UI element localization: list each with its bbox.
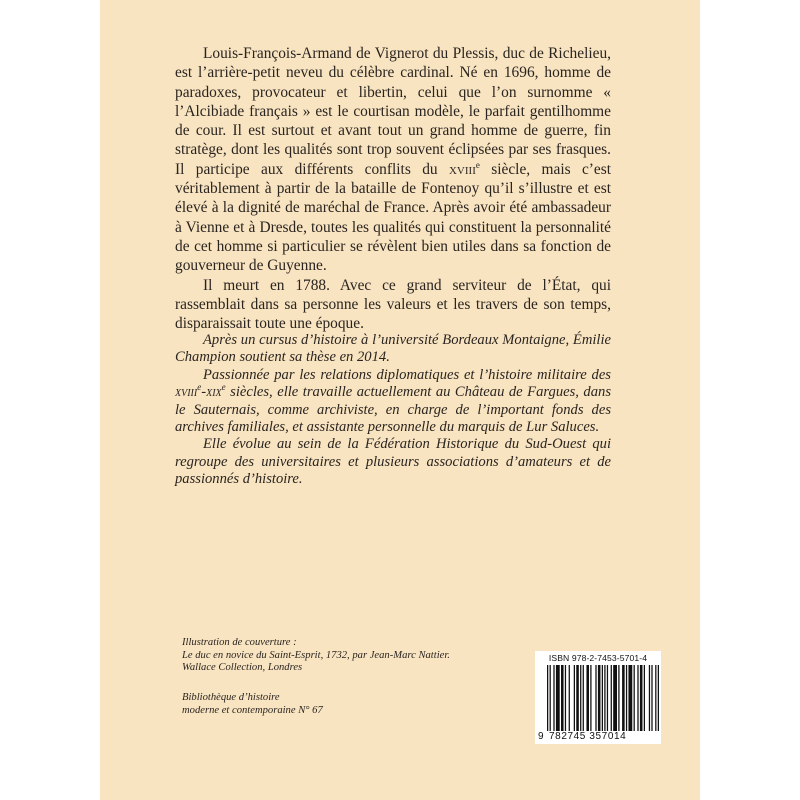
series-name: Bibliothèque d’histoire — [182, 692, 280, 703]
author-paragraph-1: Après un cursus d’histoire à l’université Bordeaux Montaigne, Émilie Champion soutient sa thèse en 2014. — [175, 332, 611, 366]
isbn-barcode-block: ISBN 978-2-7453-5701-4 9 782745 357014 — [535, 651, 661, 744]
isbn-label: ISBN 978-2-7453-5701-4 — [548, 653, 648, 663]
century-numeral: xviii — [175, 384, 198, 401]
book-summary — [175, 44, 611, 333]
summary-paragraph-2: Il meurt en 1788. Avec ce grand serviteur de l’État, qui rassemblait dans sa personne les valeurs et les travers de son temps, disparaissait toute une époque. — [175, 276, 611, 333]
author-paragraph-2: Passionnée par les relations diplomatiques et l’histoire militaire des xviii$^e$-xix$^e$ siècles, elle travaille actuellement au Château de Fargues, dans le Sauternais, comme archiviste, en charge de l’important fonds des archives familiales, et assistante personnelle du marquis de Lur Saluces. — [175, 366, 611, 436]
series-number: moderne et contemporaine N° 67 — [182, 704, 323, 716]
credit-heading: Illustration de couverture : — [182, 637, 297, 648]
book-back-cover — [100, 0, 700, 800]
cover-illustration-credit — [182, 637, 482, 675]
ordinal-superscript: e — [197, 382, 202, 393]
summary-paragraph-1: Louis-François-Armand de Vignerot du Plessis, duc de Richelieu, est l’arrière-petit neveu du célèbre cardinal. Né en 1696, homme de paradoxes, provocateur et libertin, celui que l’on surnomme « l’Alcibiade français » est le courtisan modèle, le parfait gentilhomme de cour. Il est surtout et avant tout un grand homme de guerre, fin stratège, dont les qualités sont trop souvent éclipsées par ses frasques. Il participe aux différents conflits du xviii$^e$ siècle, mais c’est véritablement à partir de la bataille de Fontenoy qu’il s’illustre et est élevé à la dignité de maréchal de France. Après avoir été ambassadeur à Vienne et à Dresde, toutes les qualités qui constituent la personnalité de cet homme si particulier se révèlent bien utiles dans sa fonction de gouverneur de Guyenne. — [175, 45, 612, 275]
century-numeral: xviii — [448, 160, 476, 178]
ordinal-superscript: e — [475, 159, 480, 170]
author-biography — [175, 332, 611, 489]
ordinal-superscript: e — [221, 382, 226, 393]
author-paragraph-3: Elle évolue au sein de la Fédération Historique du Sud-Ouest qui regroupe des universitaires et plusieurs associations d’amateurs et de passionnés d’histoire. — [175, 436, 611, 488]
century-numeral: xix — [206, 384, 222, 401]
barcode-icon — [547, 665, 659, 731]
series-info — [182, 692, 482, 717]
credit-artwork: Le duc en novice du Saint-Esprit, 1732, par Jean-Marc Nattier. — [182, 649, 450, 661]
credit-collection: Wallace Collection, Londres — [182, 662, 303, 674]
